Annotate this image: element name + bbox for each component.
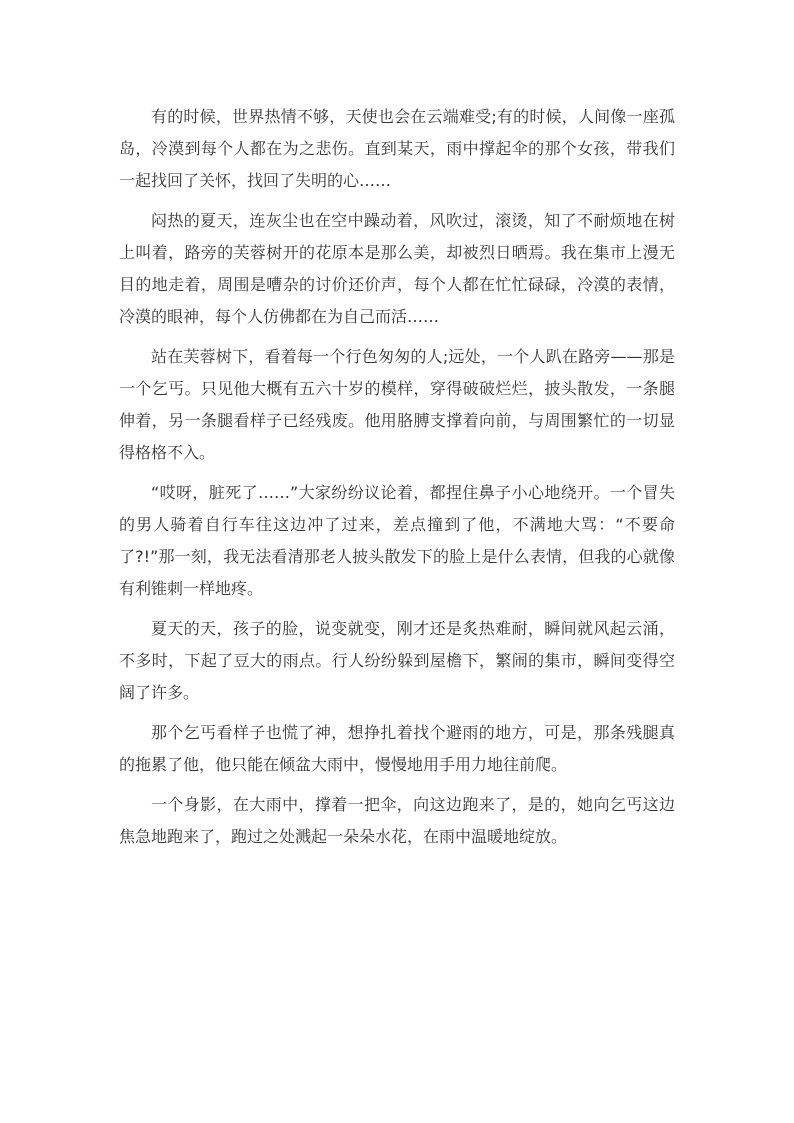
paragraph-2: 闷热的夏天，连灰尘也在空中躁动着，风吹过，滚烫，知了不耐烦地在树上叫着，路旁的芙蓉树开的花原本是那么美，却被烈日晒焉。我在集市上漫无目的地走着，周围是嘈杂的讨价还价声，每个人都在忙忙碌碌，冷漠的表情，冷漠的眼神，每个人仿佛都在为自己而活…… bbox=[119, 211, 675, 326]
paragraph-1: 有的时候，世界热情不够，天使也会在云端难受;有的时候，人间像一座孤岛，冷漠到每个人都在为之悲伤。直到某天，雨中撑起伞的那个女孩，带我们一起找回了关怀，找回了失明的心…… bbox=[119, 107, 675, 190]
document-body bbox=[119, 101, 675, 861]
paragraph-6: 那个乞丐看样子也慌了神，想挣扎着找个避雨的地方，可是，那条残腿真的拖累了他，他只能在倾盆大雨中，慢慢地用手用力地往前爬。 bbox=[119, 723, 675, 774]
paragraph-4: “哎呀，脏死了……”大家纷纷议论着，都捏住鼻子小心地绕开。一个冒失的男人骑着自行车往这边冲了过来，差点撞到了他，不满地大骂：“不要命了?!”那一刻，我无法看清那老人披头散发下的脸上是什么表情，但我的心就像有利锥刺一样地疼。 bbox=[119, 483, 675, 598]
paragraph-3: 站在芙蓉树下，看着每一个行色匆匆的人;远处，一个人趴在路旁——那是一个乞丐。只见他大概有五六十岁的模样，穿得破破烂烂，披头散发，一条腿伸着，另一条腿看样子已经残废。他用胳膊支撑着向前，与周围繁忙的一切显得格格不入。 bbox=[119, 347, 675, 462]
paragraph-5: 夏天的天，孩子的脸，说变就变，刚才还是炙热难耐，瞬间就风起云涌，不多时，下起了豆大的雨点。行人纷纷躲到屋檐下，繁闹的集市，瞬间变得空阔了许多。 bbox=[119, 619, 675, 702]
paragraph-7: 一个身影，在大雨中，撑着一把伞，向这边跑来了，是的，她向乞丐这边焦急地跑来了，跑过之处溅起一朵朵水花，在雨中温暖地绽放。 bbox=[119, 795, 675, 846]
